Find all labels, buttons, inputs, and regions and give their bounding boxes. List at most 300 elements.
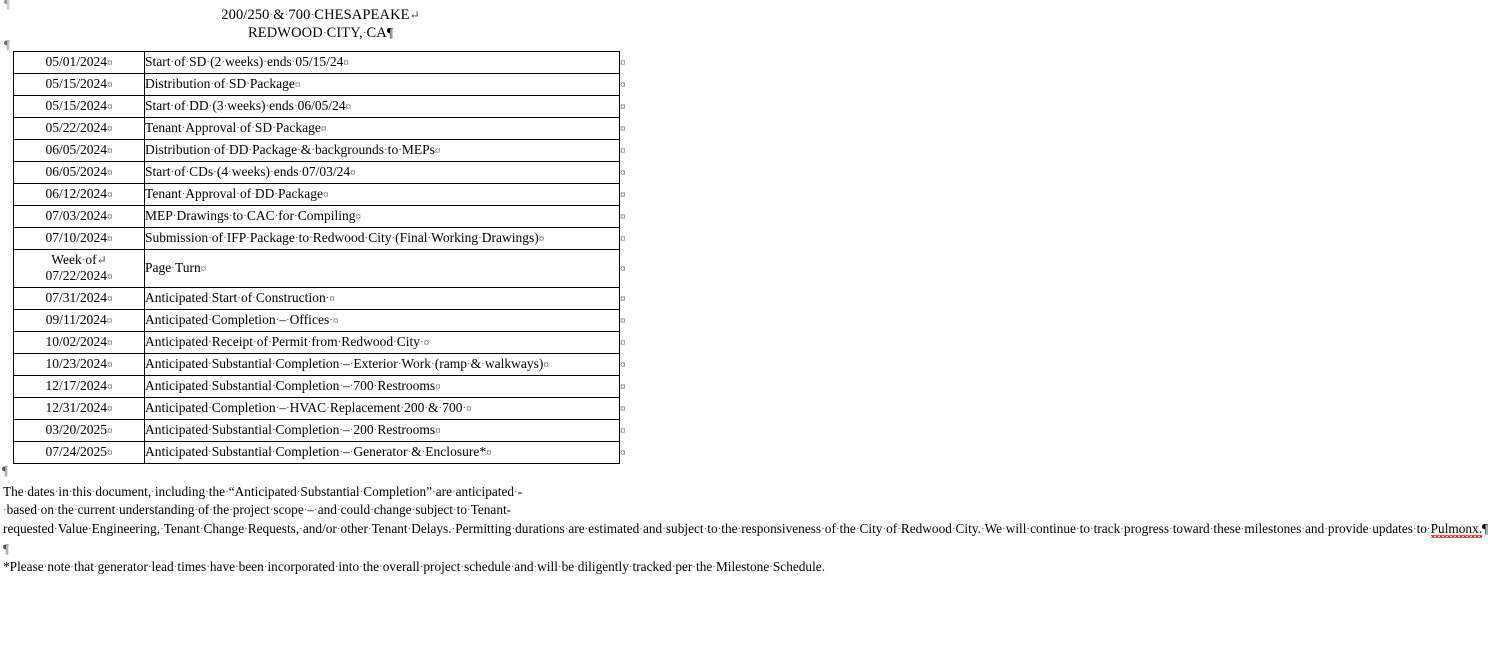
space-mark: · — [370, 504, 374, 517]
space-mark: · — [208, 446, 212, 458]
space-mark: · — [420, 336, 424, 348]
description-cell[interactable]: Distribution·of·DD·Package·&·backgrounds·to·MEPs¤ — [145, 140, 620, 162]
space-mark: · — [147, 561, 152, 574]
space-mark: · — [70, 561, 74, 574]
spacer-paragraph-mark: ¶ — [3, 541, 9, 557]
space-mark: · — [1075, 522, 1080, 535]
cell-end-mark: ¤ — [620, 263, 626, 275]
disclaimer-paragraph-mark: ¶ — [1482, 520, 1488, 536]
space-mark: · — [1026, 522, 1031, 535]
space-mark: · — [208, 314, 212, 326]
cell-end-mark: ¤ — [107, 337, 113, 349]
cell-end-mark: ¤ — [620, 315, 626, 327]
description-cell[interactable]: Tenant·Approval·of·SD·Package¤ — [145, 118, 620, 140]
space-mark: · — [274, 188, 279, 200]
space-mark: · — [359, 561, 363, 574]
space-mark: · — [271, 446, 276, 458]
space-mark: · — [208, 358, 212, 370]
space-mark: · — [427, 232, 432, 244]
space-mark: · — [717, 522, 722, 535]
space-mark: · — [564, 522, 569, 535]
row-end-cell — [620, 228, 642, 250]
space-mark: · — [337, 336, 342, 348]
space-mark: · — [1120, 522, 1124, 535]
table-row[interactable] — [14, 74, 642, 96]
line-break-mark: ↵ — [409, 8, 420, 22]
cell-end-mark: ¤ — [343, 57, 349, 69]
description-cell[interactable]: Page·Turn¤ — [145, 250, 620, 288]
milestone-schedule-table — [13, 51, 642, 464]
description-cell[interactable]: MEP·Drawings·to·CAC·for·Compiling¤ — [145, 206, 620, 228]
table-row[interactable] — [14, 184, 642, 206]
description-cell[interactable]: Anticipated·Substantial·Completion·–·Exterior·Work·(ramp·&·walkways)¤ — [145, 354, 620, 376]
space-mark: · — [478, 232, 482, 244]
space-mark: · — [835, 522, 840, 535]
description-cell[interactable]: Tenant·Approval·of·DD·Package¤ — [145, 184, 620, 206]
date-cell-line-2: 07/22/2024¤ — [45, 268, 113, 283]
space-mark: · — [172, 210, 177, 222]
date-cell[interactable]: 12/31/2024¤ — [14, 398, 145, 420]
space-mark: · — [252, 292, 256, 304]
title-line-1-text: 200/250·&·700·CHESAPEAKE — [221, 7, 410, 23]
date-cell[interactable]: 03/20/2025¤ — [14, 420, 145, 442]
date-cell[interactable]: 06/05/2024¤ — [14, 162, 145, 184]
space-mark: · — [1169, 522, 1173, 535]
space-mark: · — [769, 561, 773, 574]
space-mark: · — [223, 232, 227, 244]
space-mark: · — [438, 402, 443, 414]
space-mark: · — [205, 486, 209, 498]
space-mark: · — [170, 166, 175, 178]
space-mark: · — [246, 232, 250, 244]
space-mark: · — [208, 232, 212, 244]
space-mark: · — [185, 166, 190, 178]
space-mark: · — [160, 522, 164, 535]
date-cell[interactable]: 10/23/2024¤ — [14, 354, 145, 376]
description-cell[interactable]: Anticipated·Receipt·of·Permit·from·Redwood·City·¤ — [145, 332, 620, 354]
space-mark: · — [221, 56, 225, 68]
space-mark: · — [213, 166, 217, 178]
row-end-cell — [620, 398, 642, 420]
space-mark: · — [452, 504, 457, 517]
space-mark: · — [208, 402, 212, 414]
space-mark: · — [54, 486, 59, 498]
row-end-cell — [620, 354, 642, 376]
space-mark: · — [73, 504, 78, 517]
document-title-block — [0, 0, 641, 42]
space-mark: · — [173, 561, 178, 574]
space-mark: · — [228, 210, 233, 222]
space-mark: · — [432, 486, 436, 498]
cell-end-mark: ¤ — [435, 425, 441, 437]
date-cell[interactable]: 06/05/2024¤ — [14, 140, 145, 162]
date-cell[interactable]: 12/17/2024¤ — [14, 376, 145, 398]
table-row[interactable] — [14, 442, 642, 464]
space-mark: · — [294, 232, 299, 244]
space-mark: · — [54, 522, 58, 535]
space-mark: · — [269, 504, 274, 517]
cell-end-mark: ¤ — [332, 315, 339, 327]
cell-end-mark: ¤ — [486, 447, 492, 459]
space-mark: · — [1089, 522, 1094, 535]
cell-end-mark: ¤ — [107, 403, 113, 415]
date-cell[interactable]: 07/03/2024¤ — [14, 206, 145, 228]
space-mark: · — [400, 402, 405, 414]
space-mark: · — [419, 561, 424, 574]
space-mark: · — [243, 210, 247, 222]
space-mark: · — [336, 522, 341, 535]
space-mark: · — [821, 522, 825, 535]
row-end-cell — [620, 206, 642, 228]
cell-end-mark: ¤ — [620, 447, 626, 459]
space-mark: · — [210, 144, 215, 156]
row-end-cell — [620, 310, 642, 332]
space-mark: · — [662, 522, 666, 535]
row-end-cell — [620, 118, 642, 140]
cell-end-mark: ¤ — [620, 145, 626, 157]
space-mark: · — [451, 522, 456, 535]
space-mark: · — [115, 504, 119, 517]
space-mark: · — [882, 522, 887, 535]
schedule-table-wrapper — [0, 51, 641, 464]
space-mark: · — [951, 522, 956, 535]
space-mark: · — [53, 504, 58, 517]
cell-end-mark: ¤ — [107, 57, 113, 69]
space-mark: · — [229, 504, 233, 517]
table-row[interactable] — [14, 96, 642, 118]
cell-end-mark: ¤ — [355, 211, 362, 223]
space-mark: · — [373, 380, 378, 392]
space-mark: · — [349, 446, 354, 458]
space-mark: · — [407, 522, 412, 535]
table-row[interactable] — [14, 420, 642, 442]
space-mark: · — [299, 522, 303, 535]
space-mark: · — [326, 402, 330, 414]
cell-end-mark: ¤ — [107, 189, 113, 201]
space-mark: · — [307, 336, 312, 348]
table-row[interactable] — [14, 250, 642, 288]
cell-end-mark: ¤ — [107, 211, 113, 223]
space-mark: · — [364, 232, 369, 244]
table-row[interactable] — [14, 140, 642, 162]
disclaimer-paragraph — [0, 483, 1488, 538]
row-end-cell — [620, 96, 642, 118]
line-break-mark: ↵ — [96, 253, 107, 267]
space-mark: · — [329, 314, 333, 326]
cell-end-mark: ¤ — [620, 359, 626, 371]
space-mark: · — [737, 522, 742, 535]
space-mark: · — [265, 100, 270, 112]
row-end-cell — [620, 288, 642, 310]
space-mark: · — [209, 504, 213, 517]
space-mark: · — [246, 78, 250, 90]
description-cell[interactable]: Start·of·SD·(2·weeks)·ends·05/15/24¤ — [145, 52, 620, 74]
space-mark: · — [251, 188, 255, 200]
cell-end-mark: ¤ — [107, 123, 113, 135]
date-cell[interactable]: 05/15/2024¤ — [14, 74, 145, 96]
space-mark: · — [639, 522, 643, 535]
space-mark: · — [339, 380, 343, 392]
space-mark: · — [339, 424, 343, 436]
space-mark: · — [291, 56, 296, 68]
space-mark: · — [81, 254, 86, 266]
date-cell[interactable] — [14, 250, 145, 288]
space-mark: · — [271, 380, 276, 392]
row-end-cell — [620, 140, 642, 162]
description-cell[interactable]: Anticipated·Start·of·Construction·¤ — [145, 288, 620, 310]
space-mark: · — [1002, 522, 1006, 535]
date-cell[interactable]: 05/15/2024¤ — [14, 96, 145, 118]
cell-end-mark: ¤ — [620, 57, 626, 69]
cell-end-mark: ¤ — [106, 315, 113, 327]
description-cell[interactable]: Anticipated·Substantial·Completion·–·Generator·&·Enclosure*¤ — [145, 442, 620, 464]
description-cell[interactable]: Start·of·CDs·(4·weeks)·ends·07/03/24¤ — [145, 162, 620, 184]
space-mark: · — [310, 9, 315, 21]
cell-end-mark: ¤ — [200, 263, 207, 275]
space-mark: · — [322, 27, 327, 39]
milestone-schedule-body — [14, 52, 642, 464]
date-cell[interactable]: 05/01/2024¤ — [14, 52, 145, 74]
table-row[interactable] — [14, 310, 642, 332]
title-line-2 — [0, 24, 641, 42]
row-end-cell — [620, 376, 642, 398]
title-line-1 — [0, 7, 641, 24]
space-mark: · — [1412, 522, 1417, 535]
space-mark: · — [185, 100, 190, 112]
space-mark: · — [263, 561, 268, 574]
space-mark: · — [263, 56, 267, 68]
cell-end-mark: ¤ — [620, 211, 626, 223]
space-mark: · — [339, 446, 343, 458]
description-cell[interactable]: Anticipated·Substantial·Completion·–·200·Restrooms¤ — [145, 420, 620, 442]
space-mark: · — [897, 522, 901, 535]
space-mark: · — [275, 402, 280, 414]
space-mark: · — [236, 188, 240, 200]
date-cell[interactable]: 07/10/2024¤ — [14, 228, 145, 250]
space-mark: · — [151, 486, 155, 498]
space-mark: · — [251, 122, 255, 134]
cell-end-mark: ¤ — [466, 403, 472, 415]
space-mark: · — [349, 424, 354, 436]
space-mark: · — [1324, 522, 1328, 535]
space-mark: · — [349, 380, 354, 392]
date-cell[interactable]: 05/22/2024¤ — [14, 118, 145, 140]
table-row[interactable] — [14, 228, 642, 250]
cell-end-mark: ¤ — [620, 233, 626, 245]
cell-end-mark: ¤ — [538, 233, 545, 245]
cell-end-mark: ¤ — [107, 167, 113, 179]
space-mark: · — [271, 358, 276, 370]
space-mark: · — [334, 561, 339, 574]
space-mark: · — [271, 424, 276, 436]
space-mark: · — [253, 336, 257, 348]
cell-end-mark: ¤ — [294, 79, 301, 91]
cell-end-mark: ¤ — [620, 403, 626, 415]
row-end-cell — [620, 184, 642, 206]
space-mark: · — [397, 358, 402, 370]
space-mark: · — [349, 358, 354, 370]
space-mark: · — [411, 504, 416, 517]
space-mark: · — [311, 144, 315, 156]
cell-end-mark: ¤ — [620, 189, 626, 201]
space-mark: · — [855, 522, 860, 535]
date-cell[interactable]: 07/31/2024¤ — [14, 288, 145, 310]
space-mark: · — [181, 122, 186, 134]
cell-end-mark: ¤ — [345, 101, 352, 113]
cell-end-mark: ¤ — [107, 381, 113, 393]
space-mark: · — [297, 144, 301, 156]
space-mark: · — [511, 522, 516, 535]
cell-end-mark: ¤ — [107, 359, 113, 371]
space-mark: · — [466, 504, 471, 517]
date-cell[interactable]: 06/12/2024¤ — [14, 184, 145, 206]
space-mark: · — [208, 424, 212, 436]
space-mark: · — [270, 166, 274, 178]
cell-end-mark: ¤ — [620, 123, 626, 135]
space-mark: · — [236, 122, 240, 134]
space-mark: · — [391, 232, 396, 244]
cell-end-mark: ¤ — [107, 233, 113, 245]
table-row[interactable] — [14, 52, 642, 74]
space-mark: · — [481, 358, 485, 370]
cell-end-mark: ¤ — [620, 167, 626, 179]
space-mark: · — [244, 522, 248, 535]
space-mark: · — [1209, 522, 1214, 535]
space-mark: · — [285, 314, 290, 326]
generator-footnote — [0, 558, 826, 576]
space-mark: · — [206, 561, 210, 574]
space-mark: · — [274, 210, 279, 222]
space-mark: · — [272, 122, 276, 134]
cell-end-mark: ¤ — [323, 189, 329, 201]
table-row[interactable] — [14, 118, 642, 140]
space-mark: · — [275, 314, 280, 326]
title-paragraph-mark: ¶ — [386, 25, 394, 40]
space-mark: · — [225, 486, 229, 498]
space-mark: · — [293, 100, 298, 112]
space-mark: · — [1301, 522, 1306, 535]
cell-end-mark: ¤ — [620, 101, 626, 113]
title-line-2-text: REDWOOD·CITY,·CA — [247, 25, 387, 41]
space-mark: · — [208, 292, 212, 304]
row-end-cell — [620, 162, 642, 184]
space-mark: · — [267, 336, 272, 348]
cell-end-mark: ¤ — [107, 79, 113, 91]
row-end-cell — [620, 52, 642, 74]
row-end-cell — [620, 250, 642, 288]
space-mark: · — [628, 561, 633, 574]
space-mark: · — [208, 100, 213, 112]
cell-end-mark: ¤ — [620, 293, 626, 305]
space-mark: · — [692, 561, 697, 574]
space-mark: · — [237, 292, 241, 304]
table-row[interactable] — [14, 162, 642, 184]
cell-end-mark: ¤ — [107, 145, 113, 157]
description-cell[interactable]: Anticipated·Completion·–·Offices·¤ — [145, 310, 620, 332]
table-row[interactable] — [14, 288, 642, 310]
description-cell[interactable]: Start·of·DD·(3·weeks)·ends·06/05/24¤ — [145, 96, 620, 118]
space-mark: · — [359, 486, 364, 498]
date-cell[interactable]: 07/24/2025¤ — [14, 442, 145, 464]
space-mark: · — [379, 561, 383, 574]
space-mark: · — [703, 522, 708, 535]
space-mark: · — [223, 100, 228, 112]
space-mark: · — [303, 504, 308, 517]
space-mark: · — [460, 561, 465, 574]
table-row[interactable] — [14, 332, 642, 354]
cell-end-mark: ¤ — [620, 425, 626, 437]
top-paragraph-mark: ¶ — [4, 0, 10, 11]
description-cell[interactable]: Distribution·of·SD·Package¤ — [145, 74, 620, 96]
cell-end-mark: ¤ — [620, 381, 626, 393]
space-mark: · — [181, 188, 186, 200]
cell-end-mark: ¤ — [435, 381, 441, 393]
cell-end-mark: ¤ — [320, 123, 327, 135]
generator-footnote-text: *Please·note·that·generator·lead·times·have·been·incorporated·into·the·overall·project·schedule·and·will·be·diligently·tracked·per·the·Milestone·Schedule. — [3, 559, 826, 575]
space-mark: · — [431, 358, 435, 370]
space-mark: · — [294, 210, 298, 222]
space-mark: · — [314, 504, 318, 517]
description-cell[interactable]: Anticipated·Substantial·Completion·–·700·Restrooms¤ — [145, 376, 620, 398]
space-mark: · — [91, 486, 96, 498]
space-mark: · — [208, 380, 212, 392]
cell-end-mark: ¤ — [350, 167, 356, 179]
space-mark: · — [225, 78, 229, 90]
row-end-cell — [620, 332, 642, 354]
space-mark: · — [339, 358, 343, 370]
date-cell[interactable]: 10/02/2024¤ — [14, 332, 145, 354]
misspelled-word-pulmonx[interactable]: Pulmonx. — [1430, 520, 1483, 536]
description-cell[interactable]: Submission·of·IFP·Package·to·Redwood·City·(Final·Working·Drawings)¤ — [145, 228, 620, 250]
space-mark: · — [269, 9, 274, 21]
space-mark: · — [43, 561, 48, 574]
space-mark: · — [336, 504, 341, 517]
space-mark: · — [362, 27, 367, 39]
space-mark: · — [210, 78, 215, 90]
space-mark: · — [712, 561, 716, 574]
space-mark: · — [36, 504, 41, 517]
space-mark: · — [407, 446, 412, 458]
cell-end-mark: ¤ — [434, 145, 441, 157]
table-row[interactable] — [14, 376, 642, 398]
space-mark: · — [185, 56, 190, 68]
space-mark: · — [510, 561, 515, 574]
cell-end-mark: ¤ — [543, 359, 549, 371]
cell-end-mark: ¤ — [620, 79, 626, 91]
cell-end-mark: ¤ — [329, 293, 335, 305]
space-mark: · — [228, 166, 232, 178]
space-mark: · — [1240, 522, 1245, 535]
table-row[interactable] — [14, 354, 642, 376]
row-end-cell — [620, 420, 642, 442]
space-mark: · — [514, 486, 518, 498]
row-end-cell — [620, 442, 642, 464]
space-mark: · — [3, 504, 7, 517]
space-mark: · — [235, 561, 239, 574]
space-mark: · — [384, 144, 388, 156]
space-mark: · — [170, 56, 175, 68]
pre-table-paragraph-mark: ¶ — [4, 37, 10, 52]
date-cell[interactable]: 09/11/2024¤ — [14, 310, 145, 332]
space-mark: · — [373, 424, 378, 436]
space-mark: · — [466, 358, 471, 370]
description-cell[interactable]: Anticipated·Completion·–·HVAC·Replacement·200·&·700·¤ — [145, 398, 620, 420]
table-row[interactable] — [14, 398, 642, 420]
table-row[interactable] — [14, 206, 642, 228]
space-mark: · — [574, 561, 578, 574]
space-mark: · — [298, 166, 303, 178]
space-mark: · — [1426, 522, 1431, 535]
